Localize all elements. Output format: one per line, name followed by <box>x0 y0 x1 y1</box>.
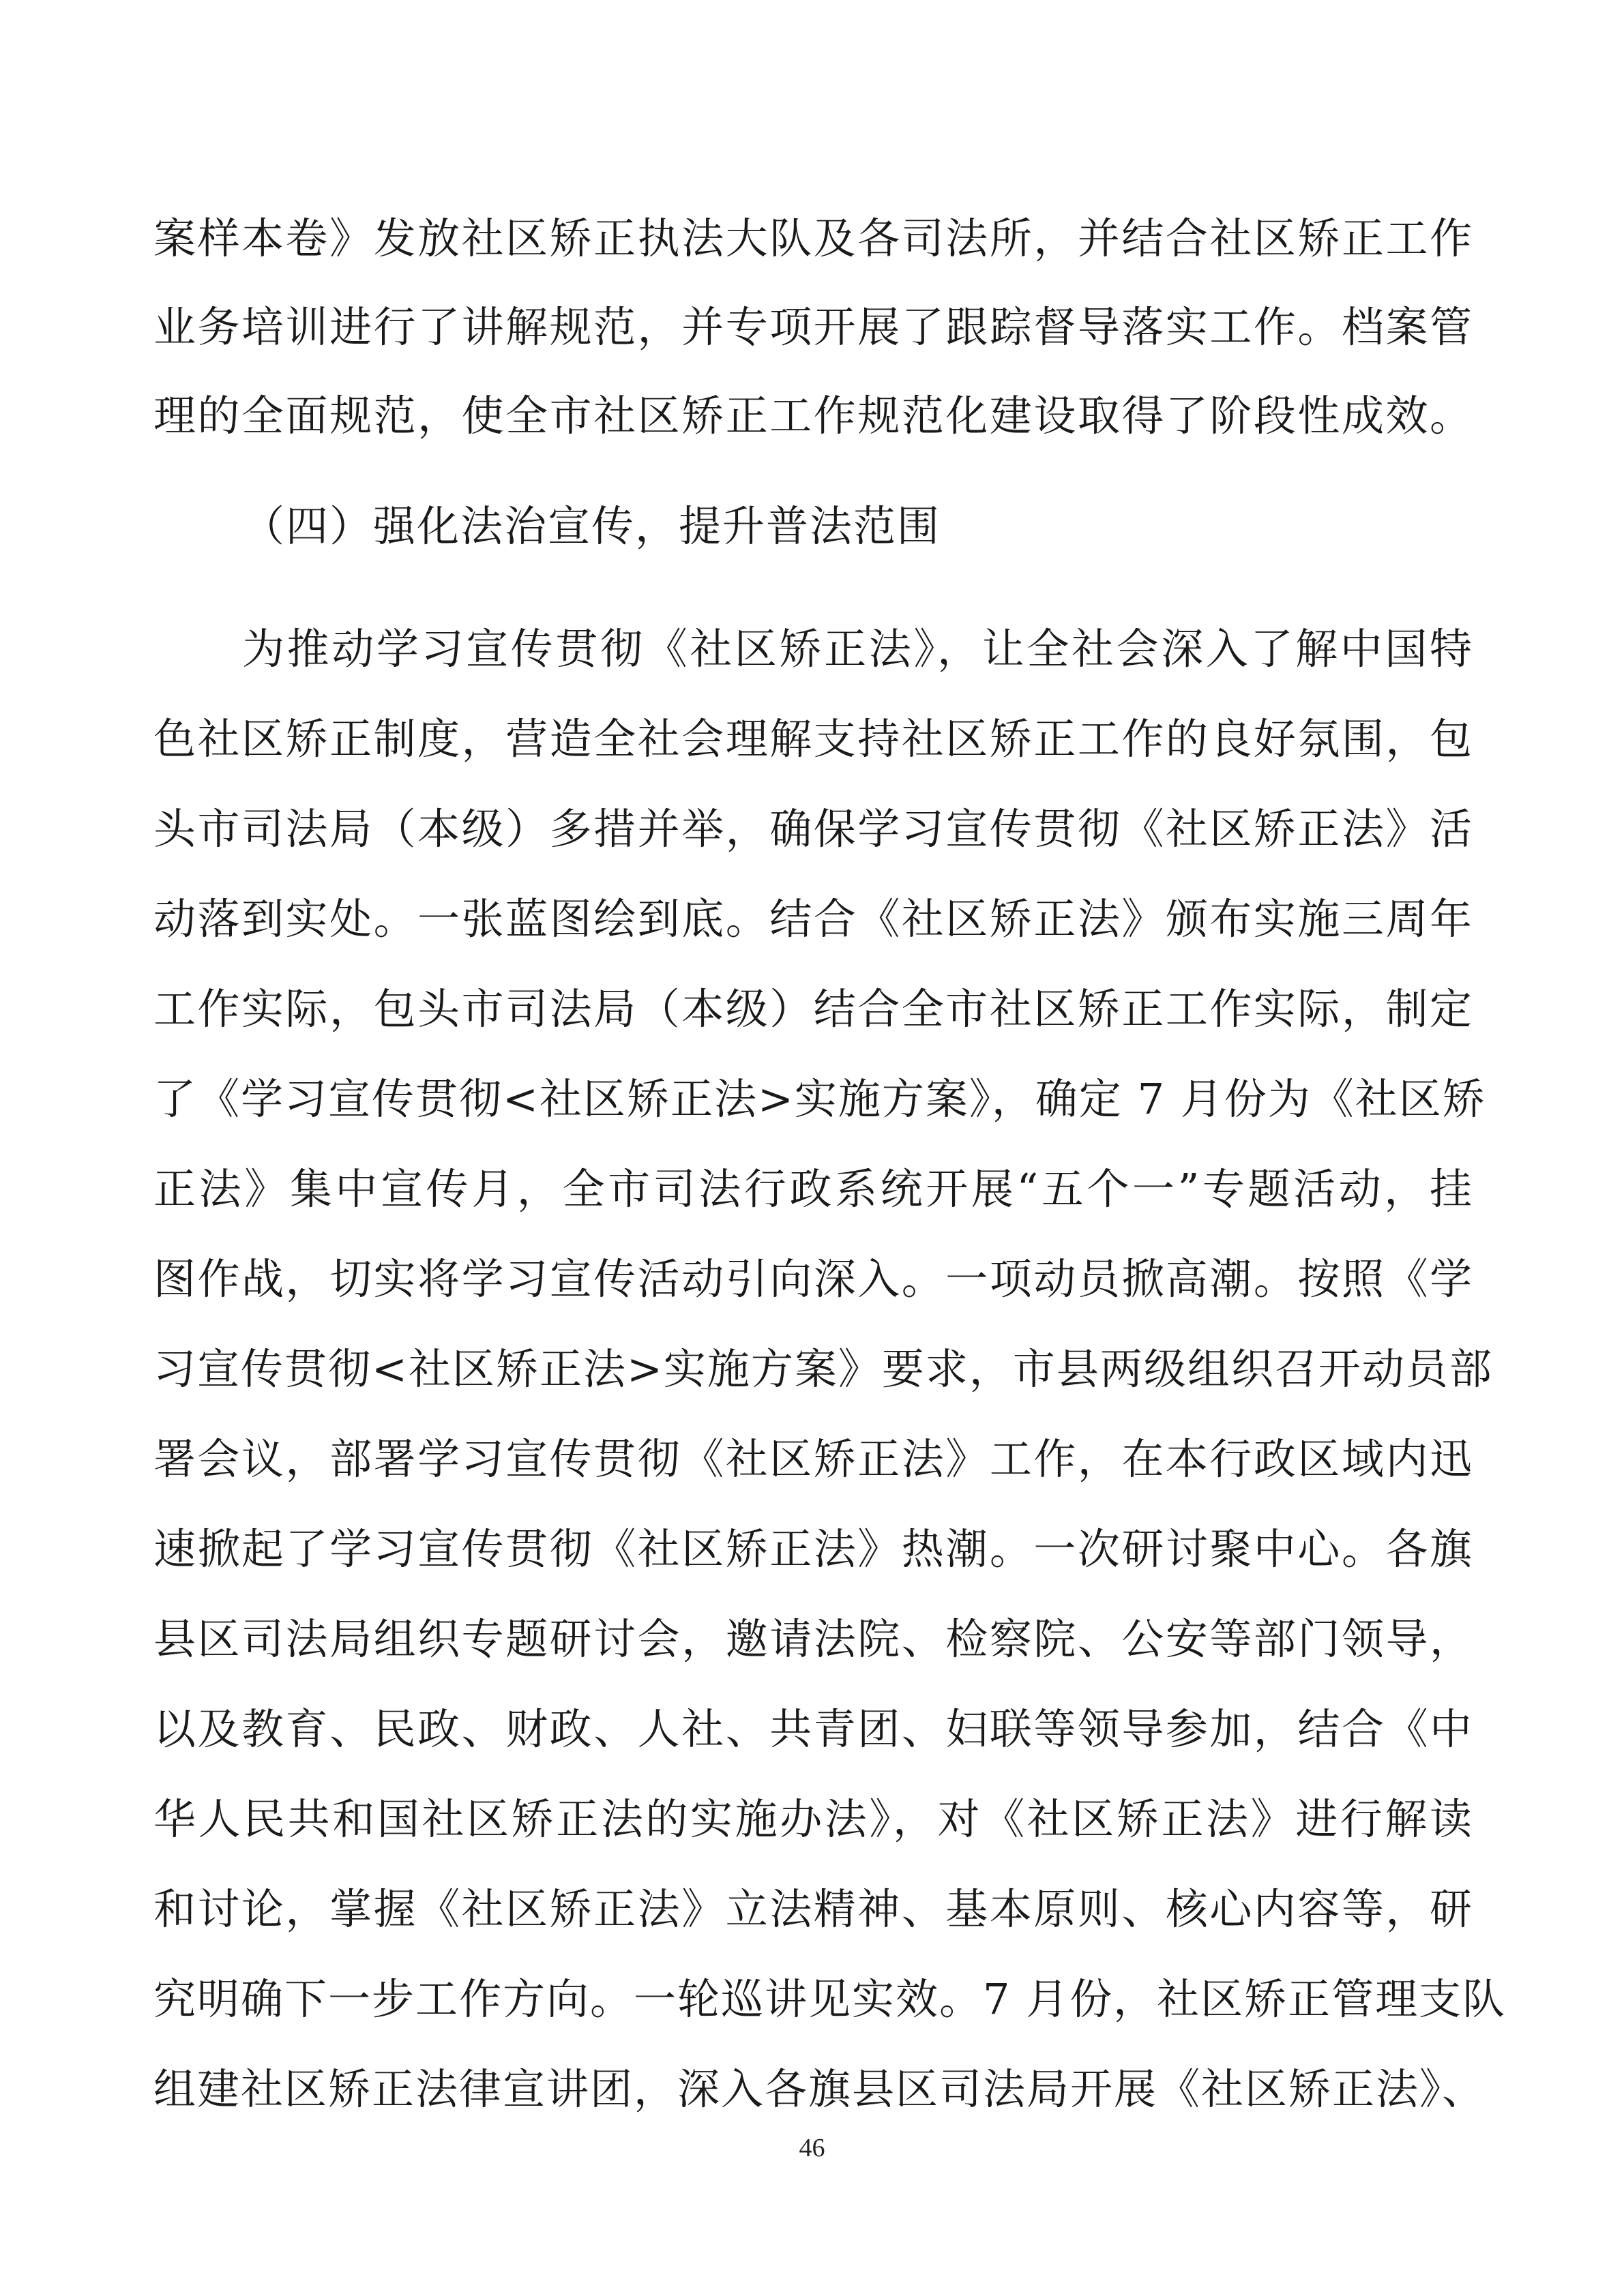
body-text-line: 工作实际，包头市司法局（本级）结合全市社区矫正工作实际，制定 <box>153 984 1473 1034</box>
page-number: 46 <box>799 2134 825 2162</box>
body-text-line: 了《学习宣传贯彻<社区矫正法>实施方案》，确定 7 月份为《社区矫 <box>153 1074 1486 1124</box>
body-text-line: 正法》集中宣传月，全市司法行政系统开展“五个一”专题活动，挂 <box>153 1164 1473 1214</box>
body-text-line: 速掀起了学习宣传贯彻《社区矫正法》热潮。一次研讨聚中心。各旗 <box>153 1524 1473 1574</box>
body-text-line: 县区司法局组织专题研讨会，邀请法院、检察院、公安等部门领导， <box>153 1614 1473 1664</box>
body-text-line: 和讨论，掌握《社区矫正法》立法精神、基本原则、核心内容等，研 <box>153 1884 1473 1934</box>
body-text-line: 署会议，部署学习宣传贯彻《社区矫正法》工作，在本行政区域内迅 <box>153 1434 1473 1484</box>
body-text-line: 为推动学习宣传贯彻《社区矫正法》，让全社会深入了解中国特 <box>242 624 1473 674</box>
body-text-line: 以及教育、民政、财政、人社、共青团、妇联等领导参加，结合《中 <box>153 1704 1473 1754</box>
body-text-line: 头市司法局（本级）多措并举，确保学习宣传贯彻《社区矫正法》活 <box>153 804 1473 854</box>
body-text-line: 习宣传贯彻<社区矫正法>实施方案》要求，市县两级组织召开动员部 <box>153 1344 1493 1394</box>
body-text-line: 业务培训进行了讲解规范，并专项开展了跟踪督导落实工作。档案管 <box>153 302 1473 352</box>
body-text-line: 动落到实处。一张蓝图绘到底。结合《社区矫正法》颁布实施三周年 <box>153 894 1473 944</box>
body-text-line: 华人民共和国社区矫正法的实施办法》，对《社区矫正法》进行解读 <box>153 1794 1473 1844</box>
section-heading: （四）强化法治宣传，提升普法范围 <box>242 501 941 551</box>
body-text-line: 组建社区矫正法律宣讲团，深入各旗县区司法局开展《社区矫正法》、 <box>153 2064 1486 2114</box>
body-text-line: 究明确下一步工作方向。一轮巡讲见实效。7 月份，社区矫正管理支队 <box>153 1974 1507 2024</box>
body-text-line: 图作战，切实将学习宣传活动引向深入。一项动员掀高潮。按照《学 <box>153 1254 1473 1304</box>
body-text-line: 理的全面规范，使全市社区矫正工作规范化建设取得了阶段性成效。 <box>153 391 1473 441</box>
body-text-line: 案样本卷》发放社区矫正执法大队及各司法所，并结合社区矫正工作 <box>153 213 1473 263</box>
body-text-line: 色社区矫正制度，营造全社会理解支持社区矫正工作的良好氛围，包 <box>153 714 1473 764</box>
